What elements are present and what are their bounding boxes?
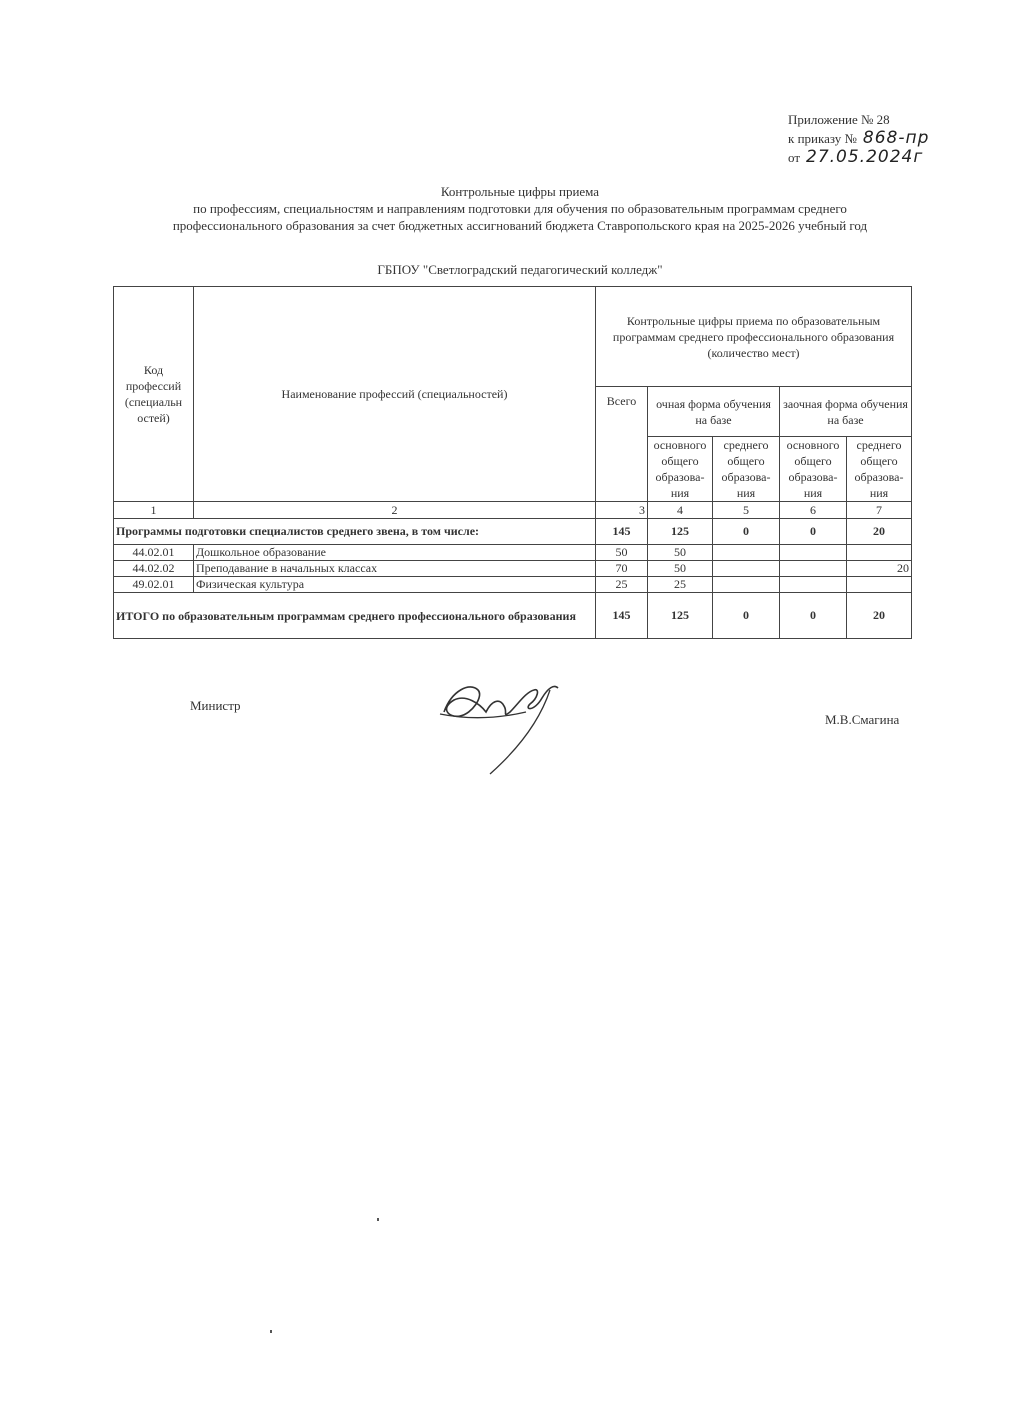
table-row (114, 577, 912, 593)
total-parttime-secondary: 20 (847, 593, 912, 639)
document-title (120, 183, 920, 234)
row-parttime-secondary: 20 (847, 561, 912, 577)
row-fulltime-secondary (713, 577, 780, 593)
row-fulltime-basic: 50 (648, 561, 713, 577)
appendix-block (788, 110, 929, 167)
admission-table (113, 286, 912, 639)
section-parttime-secondary: 20 (847, 519, 912, 545)
row-total: 50 (596, 545, 648, 561)
row-total: 70 (596, 561, 648, 577)
column-number-row (114, 502, 912, 519)
column-number: 7 (847, 502, 912, 519)
row-code: 44.02.02 (114, 561, 194, 577)
row-name: Дошкольное образование (194, 545, 596, 561)
row-fulltime-secondary (713, 545, 780, 561)
header-fulltime-basic: основного общего образова-ния (648, 437, 713, 502)
order-number: 868-пр (862, 128, 930, 148)
table-row (114, 545, 912, 561)
minister-title: Министр (190, 698, 241, 713)
header-fulltime-secondary: среднего общего образова-ния (713, 437, 780, 502)
signer-name: М.В.Смагина (825, 712, 900, 727)
table-row (114, 561, 912, 577)
row-code: 44.02.01 (114, 545, 194, 561)
row-fulltime-basic: 50 (648, 545, 713, 561)
section-total: 145 (596, 519, 648, 545)
order-date: 27.05.2024г (806, 147, 924, 167)
column-number: 2 (194, 502, 596, 519)
title-line-1: Контрольные цифры приема (440, 184, 600, 199)
section-label: Программы подготовки специалистов среднего звена, в том числе: (114, 519, 596, 545)
scan-speck (270, 1330, 272, 1333)
title-line-2: по профессиям, специальностям и направлениям подготовки для обучения по образовательным программам среднего (193, 201, 847, 216)
header-total: Всего (596, 387, 648, 502)
header-code: Код профессий (специальн остей) (114, 287, 194, 502)
row-code: 49.02.01 (114, 577, 194, 593)
row-parttime-basic (780, 545, 847, 561)
total-parttime-basic: 0 (780, 593, 847, 639)
total-fulltime-basic: 125 (648, 593, 713, 639)
header-name: Наименование профессий (специальностей) (194, 287, 596, 502)
order-date-line (788, 148, 929, 167)
section-fulltime-secondary: 0 (713, 519, 780, 545)
header-group: Контрольные цифры приема по образовательным программам среднего профессионального образования (количество мест) (596, 287, 912, 387)
row-fulltime-secondary (713, 561, 780, 577)
row-fulltime-basic: 25 (648, 577, 713, 593)
title-line-3: профессионального образования за счет бюджетных ассигнований бюджета Ставропольского края на 2025-2026 учебный год (172, 218, 868, 233)
header-parttime-basic: основного общего образова-ния (780, 437, 847, 502)
order-reference (788, 129, 929, 148)
column-number: 3 (596, 502, 648, 519)
column-number: 1 (114, 502, 194, 519)
row-total: 25 (596, 577, 648, 593)
row-name: Преподавание в начальных классах (194, 561, 596, 577)
row-parttime-basic (780, 577, 847, 593)
column-number: 5 (713, 502, 780, 519)
section-parttime-basic: 0 (780, 519, 847, 545)
row-parttime-secondary (847, 577, 912, 593)
total-label: ИТОГО по образовательным программам среднего профессионального образования (114, 593, 596, 639)
total-fulltime-secondary: 0 (713, 593, 780, 639)
row-name: Физическая культура (194, 577, 596, 593)
order-date-label: от (788, 150, 801, 165)
column-number: 4 (648, 502, 713, 519)
section-row (114, 519, 912, 545)
header-parttime-secondary: среднего общего образова-ния (847, 437, 912, 502)
header-fulltime: очная форма обучения на базе (648, 387, 780, 437)
appendix-title: Приложение № 28 (788, 112, 890, 127)
row-parttime-basic (780, 561, 847, 577)
total-total: 145 (596, 593, 648, 639)
total-row (114, 593, 912, 639)
column-number: 6 (780, 502, 847, 519)
section-fulltime-basic: 125 (648, 519, 713, 545)
organization-name: ГБПОУ "Светлоградский педагогический колледж" (377, 262, 663, 277)
order-label: к приказу № (788, 131, 857, 146)
handwritten-signature (430, 668, 570, 778)
scan-speck (377, 1218, 379, 1221)
header-parttime: заочная форма обучения на базе (780, 387, 912, 437)
row-parttime-secondary (847, 545, 912, 561)
